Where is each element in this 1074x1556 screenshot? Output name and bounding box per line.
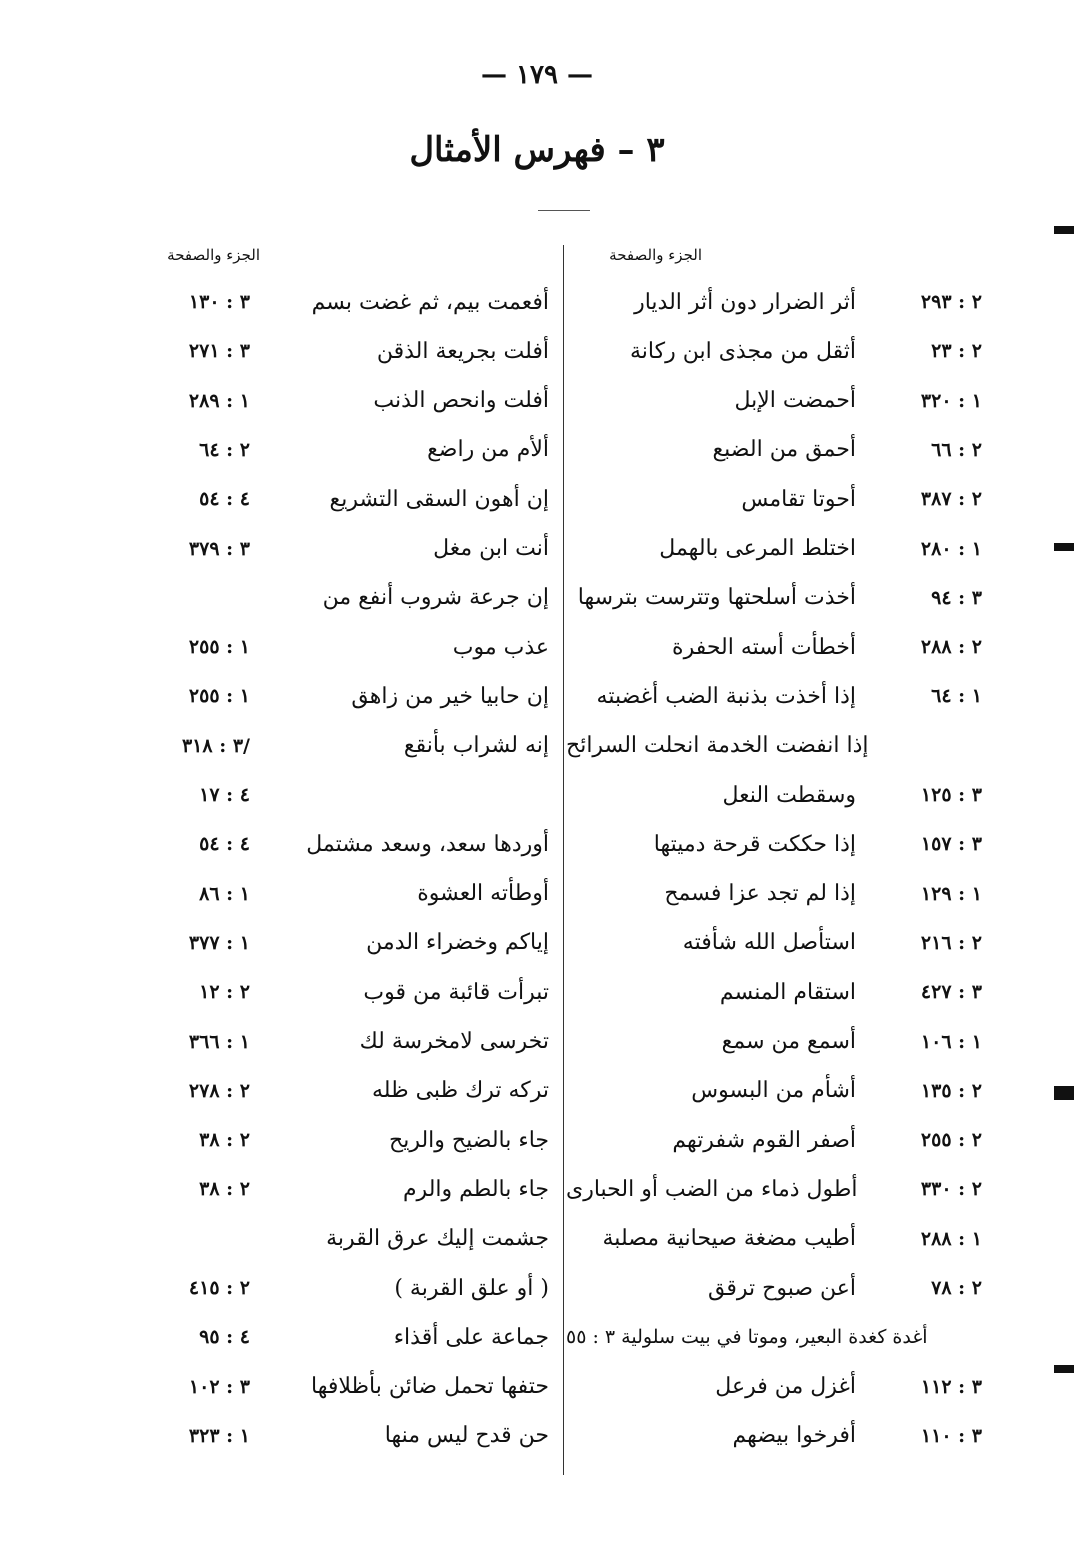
page-number: — ١٧٩ — [480,60,594,90]
index-entry [130,923,555,963]
proverb-text: أفرخوا بيضهم [732,1423,856,1449]
volume-page-ref: ٢ : ٢٥٥ [920,1129,982,1152]
volume-page-ref: ٣ : ١١٢ [920,1375,982,1398]
index-entry [566,381,986,421]
volume-page-ref: ٢ : ٢٣ [931,340,982,363]
proverb-text: أشأم من البسوس [691,1078,856,1104]
index-entry [566,676,986,716]
volume-page-ref: ٢ : ١٢ [199,981,250,1004]
index-entry [566,726,986,766]
proverb-text: إن جرعة شروب أنفع من [322,585,549,611]
proverb-text: وسقطت النعل [722,782,856,808]
index-entry [130,331,555,371]
index-entry [130,479,555,519]
index-entry [566,1169,986,1209]
proverb-text: أنت ابن مغل [433,536,549,561]
index-entry [130,578,555,618]
proverb-text: عذب موب [452,634,549,660]
proverb-text: أثقل من مجذى ابن ركانة [630,338,856,364]
proverb-text: جماعة على أقذاء [393,1324,549,1350]
volume-page-ref: ٣ : ٤٢٧ [920,981,982,1004]
index-entry [130,430,555,470]
volume-page-ref: ٢ : ٢٧٨ [188,1079,250,1102]
index-entry [130,282,555,322]
index-entry [566,1367,986,1407]
volume-page-ref: ٢ : ٣٨٧ [920,488,982,511]
proverb-text: أفلت بجريعة الذقن [376,338,549,364]
index-entry [566,1120,986,1160]
index-entry [130,1268,555,1308]
proverb-text: إياكم وخضراء الدمن [366,930,549,956]
volume-page-ref: ٤ : ١٧ [199,784,250,806]
index-entry [566,331,986,371]
volume-page-ref: ٢ : ٢٩٣ [920,291,982,313]
volume-page-ref: ١ : ٨٦ [199,882,250,905]
volume-page-ref: ٢ : ١٣٥ [920,1079,982,1102]
index-entry [130,874,555,914]
volume-page-ref: /٣ : ٣١٨ [181,734,250,757]
column-divider [563,245,564,1475]
title-divider [538,210,590,211]
proverb-text: إذا أخذت بذنبة الضب أغضبته [596,683,856,709]
proverb-text: أحمق من الضبع [712,437,856,463]
proverb-text: أغدة كغدة البعير، وموتا في بيت سلولية ٣ : ٥٥ [566,1326,928,1349]
proverb-text: تخرسى لامخرسة لك [359,1029,549,1054]
proverb-text: ( أو علق القربة ) [394,1275,549,1301]
index-entry [130,775,555,815]
volume-page-ref: ٣ : ٣٧٩ [188,537,250,560]
index-entry [566,529,986,569]
proverb-text: تركه ترك ظبى ظله [372,1078,549,1104]
index-entry [130,529,555,569]
proverb-text: حتفها تحمل ضائن بأظلافها [311,1374,549,1400]
volume-page-ref: ٢ : ٣٨ [199,1129,250,1152]
proverb-text: إذا لم تجد عزا فسمح [664,881,856,907]
proverb-text: أصفر القوم شفرتهم [672,1127,856,1153]
index-entry [566,775,986,815]
index-entry [130,824,555,864]
volume-page-ref: ٣ : ١٢٥ [920,784,982,806]
left-column-header: الجزء والصفحة [167,246,260,264]
index-entry [130,1169,555,1209]
volume-page-ref: ٢ : ٢١٦ [920,931,982,954]
index-entry [566,627,986,667]
right-column-header: الجزء والصفحة [609,246,702,264]
scan-edge-mark [1054,1365,1074,1373]
proverb-text: إذا حككت قرحة دميتها [653,831,856,857]
volume-page-ref: ٢ : ٢٨٨ [920,636,982,659]
index-entry [130,1022,555,1062]
volume-page-ref: ٢ : ٦٤ [199,438,250,461]
volume-page-ref: ١ : ١٢٩ [920,882,982,905]
volume-page-ref: ٤ : ٩٥ [199,1326,250,1349]
volume-page-ref: ٢ : ٣٣٠ [920,1178,982,1201]
volume-page-ref: ١ : ٢٨٠ [920,537,982,560]
index-entry [130,381,555,421]
proverb-text: جاء بالضيح والريح [389,1127,549,1153]
index-entry [566,430,986,470]
index-entry [130,972,555,1012]
proverb-text: إن حابيا خير من زاهق [351,683,549,709]
proverb-text: أحوتا تقامس [741,486,856,512]
proverb-text: أغزل من فرعل [715,1374,856,1400]
volume-page-ref: ٢ : ٣٨ [199,1178,250,1201]
scan-edge-mark [1054,226,1074,234]
proverb-text: أعن صبوح ترقق [708,1275,856,1301]
volume-page-ref: ١ : ٣٧٧ [188,931,250,954]
proverb-text: تبرأت قائبة من قوب [363,979,549,1005]
index-entry [566,824,986,864]
index-entry [130,1071,555,1111]
scan-edge-mark [1054,1086,1074,1100]
proverb-text: جشمت إليك عرق القربة [326,1226,549,1252]
volume-page-ref: ٣ : ١١٠ [920,1424,982,1447]
proverb-text: أخطأت أسته الحفرة [672,634,856,660]
volume-page-ref: ٢ : ٧٨ [931,1277,982,1299]
volume-page-ref: ٣ : ١٥٧ [920,833,982,856]
volume-page-ref: ١ : ٦٤ [931,685,982,708]
volume-page-ref: ٤ : ٥٤ [199,488,250,511]
index-entry [566,923,986,963]
proverb-text: استأصل الله شأفته [682,930,856,956]
index-entry [566,972,986,1012]
volume-page-ref: ١ : ٣٦٦ [188,1030,250,1053]
proverb-text: أفلت وانحص الذنب [373,388,549,414]
proverb-text: أخذت أسلحتها وتترست بترسها [577,585,856,611]
proverb-text: أفعمت بيم، ثم غضت بسم [311,289,549,315]
index-entry [566,282,986,322]
proverb-text: أطيب مضغة صيحانية مصلبة [602,1226,856,1252]
volume-page-ref: ١ : ٣٢٣ [188,1424,250,1447]
proverb-text: أوطأته العشوة [417,881,549,907]
volume-page-ref: ١ : ٢٥٥ [188,685,250,708]
proverb-text: ألأم من راضع [427,437,549,463]
proverb-text: اختلط المرعى بالهمل [659,536,856,561]
proverb-text: أحمضت الإبل [734,388,856,414]
volume-page-ref: ٣ : ٢٧١ [188,340,250,363]
proverb-text: إذا انفضت الخدمة انحلت السرائح [566,733,869,759]
volume-page-ref: ٣ : ١٣٠ [188,291,250,313]
index-entry [566,479,986,519]
proverb-text: إنه لشراب بأنقع [403,733,549,759]
index-entry [130,1367,555,1407]
index-entry [566,1022,986,1062]
index-entry [130,1120,555,1160]
volume-page-ref: ٣ : ١٠٢ [188,1375,250,1398]
index-entry [130,1317,555,1357]
proverb-text: جاء بالطم والرم [402,1176,549,1202]
index-entry [566,874,986,914]
proverb-text: أطول ذماء من الضب أو الحبارى [566,1176,858,1202]
volume-page-ref: ١ : ١٠٦ [920,1030,982,1053]
proverb-text: أوردها سعد، وسعد مشتمل [306,831,549,857]
index-entry [566,1416,986,1456]
index-entry [566,1268,986,1308]
index-entry [130,1416,555,1456]
volume-page-ref: ٢ : ٦٦ [931,438,982,461]
index-entry [566,1071,986,1111]
scan-edge-mark [1054,543,1074,551]
page-title: ٣ – فهرس الأمثال [409,130,665,170]
proverb-text: استقام المنسم [719,979,856,1005]
volume-page-ref: ١ : ٣٢٠ [920,389,982,412]
volume-page-ref: ٢ : ٤١٥ [188,1277,250,1299]
index-entry [566,1317,986,1357]
volume-page-ref: ٣ : ٩٤ [931,586,982,609]
proverb-text: حن قدح ليس منها [384,1423,549,1449]
index-entry [566,578,986,618]
index-entry [130,627,555,667]
volume-page-ref: ١ : ٢٨٨ [920,1227,982,1250]
proverb-text: إن أهون السقى التشريع [329,486,549,512]
volume-page-ref: ١ : ٢٨٩ [188,389,250,412]
index-entry [130,676,555,716]
proverb-text: أثر الضرار دون أثر الديار [634,289,856,315]
volume-page-ref: ١ : ٢٥٥ [188,636,250,659]
proverb-text: أسمع من سمع [721,1029,856,1054]
index-entry [130,726,555,766]
index-entry [130,1219,555,1259]
volume-page-ref: ٤ : ٥٤ [199,833,250,856]
index-entry [566,1219,986,1259]
